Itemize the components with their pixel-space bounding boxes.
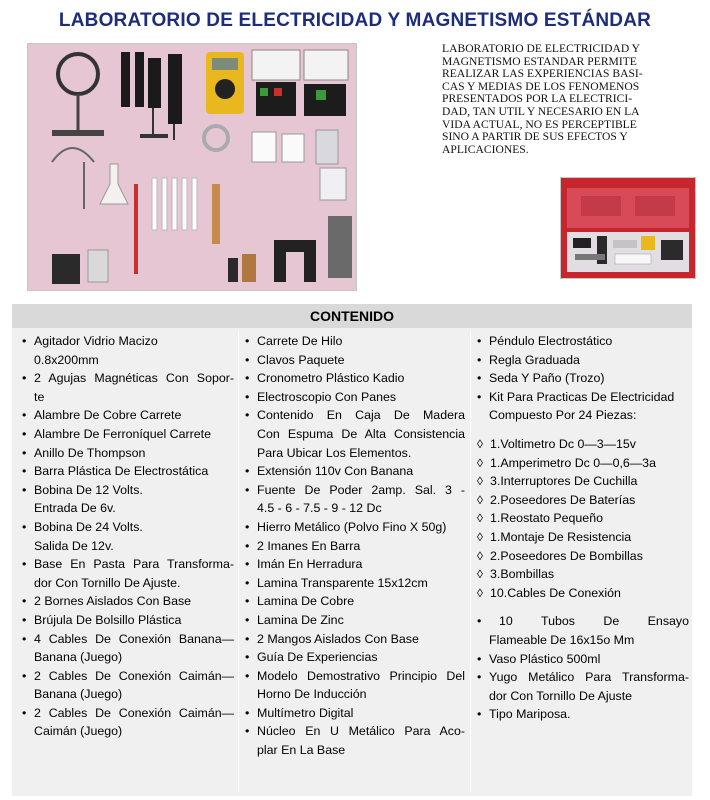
list-item: • 2 Agujas Magnéticas Con Sopor- te <box>20 369 234 406</box>
list-item: • Bobina De 24 Volts. Salida De 12v. <box>20 518 234 555</box>
kit-item: ◊ 1.Montaje De Resistencia <box>475 528 689 547</box>
lab-case-photo <box>560 177 696 279</box>
content-column-2 <box>243 332 465 760</box>
kit-item: ◊ 3.Interruptores De Cuchilla <box>475 472 689 491</box>
list-item: • Péndulo Electrostático <box>475 332 689 351</box>
list-item: • Lamina De Zinc <box>243 611 465 630</box>
content-column-3 <box>475 332 689 724</box>
list-item: • Fuente De Poder 2amp. Sal. 3 - 4.5 - 6 - 7.5 - 9 - 12 Dc <box>243 481 465 518</box>
list-item: • 2 Bornes Aislados Con Base <box>20 592 234 611</box>
lab-kit-photo <box>27 43 357 291</box>
list-item: • Base En Pasta Para Transforma- dor Con Tornillo De Ajuste. <box>20 555 234 592</box>
page-title: LABORATORIO DE ELECTRICIDAD Y MAGNETISMO ESTÁNDAR <box>58 10 652 31</box>
list-item: • Alambre De Ferroníquel Carrete <box>20 425 234 444</box>
list-item: • 2 Imanes En Barra <box>243 537 465 556</box>
list-item: • 10 Tubos De Ensayo Flameable De 16x15o Mm <box>475 612 689 649</box>
description-line: CAS Y MEDIAS DE LOS FENOMENOS <box>442 79 640 93</box>
list-item: • Electroscopio Con Panes <box>243 388 465 407</box>
list-item: • 2 Cables De Conexión Caimán— Caimán (Juego) <box>20 704 234 741</box>
list-item: • Lamina Transparente 15x12cm <box>243 574 465 593</box>
list-item: • Agitador Vidrio Macizo 0.8x200mm <box>20 332 234 369</box>
description-line: MAGNETISMO ESTANDAR PERMITE <box>442 54 637 68</box>
list-item: • Multímetro Digital <box>243 704 465 723</box>
kit-item: ◊ 1.Reostato Pequeño <box>475 509 689 528</box>
list-item: • Alambre De Cobre Carrete <box>20 406 234 425</box>
list-item: • Vaso Plástico 500ml <box>475 650 689 669</box>
list-item: • 2 Mangos Aislados Con Base <box>243 630 465 649</box>
description-line: DAD, TAN UTIL Y NECESARIO EN LA <box>442 104 640 118</box>
list-item: • Yugo Metálico Para Transforma- dor Con Tornillo De Ajuste <box>475 668 689 705</box>
kit-item: ◊ 1.Amperimetro Dc 0—0,6—3a <box>475 454 689 473</box>
kit-item: ◊ 1.Voltimetro Dc 0—3—15v <box>475 435 689 454</box>
content-column-1 <box>20 332 234 741</box>
list-item: • Tipo Mariposa. <box>475 705 689 724</box>
list-item: • Barra Plástica De Electrostática <box>20 462 234 481</box>
list-item: • Seda Y Paño (Trozo) <box>475 369 689 388</box>
list-item: • Núcleo En U Metálico Para Aco- plar En La Base <box>243 722 465 759</box>
description-line: REALIZAR LAS EXPERIENCIAS BASI- <box>442 67 643 81</box>
list-item: • 2 Cables De Conexión Caimán— Banana (Juego) <box>20 667 234 704</box>
description-line: PRESENTADOS POR LA ELECTRICI- <box>442 92 633 106</box>
kit-item: ◊ 2.Poseedores De Bombillas <box>475 547 689 566</box>
list-item: • Extensión 110v Con Banana <box>243 462 465 481</box>
list-item: • Bobina De 12 Volts. Entrada De 6v. <box>20 481 234 518</box>
description-line: SINO A PARTIR DE SUS EFECTOS Y <box>442 130 628 144</box>
description-line: LABORATORIO DE ELECTRICIDAD Y <box>442 42 641 55</box>
list-item: • Carrete De Hilo <box>243 332 465 351</box>
list-item: • Contenido En Caja De Madera Con Espuma De Alta Consistencia Para Ubicar Los Elementos. <box>243 406 465 462</box>
list-item: • Regla Graduada <box>475 351 689 370</box>
kit-item: ◊ 10.Cables De Conexión <box>475 584 689 603</box>
description <box>442 43 674 156</box>
list-item: • Kit Para Practicas De Electricidad Compuesto Por 24 Piezas: <box>475 388 689 425</box>
kit-item: ◊ 2.Poseedores De Baterías <box>475 491 689 510</box>
list-item: • Anillo De Thompson <box>20 444 234 463</box>
list-item: • Modelo Demostrativo Principio Del Horno De Inducción <box>243 667 465 704</box>
list-item: • Hierro Metálico (Polvo Fino X 50g) <box>243 518 465 537</box>
column-divider <box>470 332 471 792</box>
list-item: • Brújula De Bolsillo Plástica <box>20 611 234 630</box>
list-item: • Imán En Herradura <box>243 555 465 574</box>
list-item: • Guía De Experiencias <box>243 648 465 667</box>
column-divider <box>238 332 239 792</box>
description-line: APLICACIONES. <box>442 142 529 156</box>
list-item: • Lamina De Cobre <box>243 592 465 611</box>
list-item: • 4 Cables De Conexión Banana— Banana (Juego) <box>20 630 234 667</box>
list-item: • Cronometro Plástico Kadio <box>243 369 465 388</box>
content-header: CONTENIDO <box>12 304 692 328</box>
list-item: • Clavos Paquete <box>243 351 465 370</box>
kit-item: ◊ 3.Bombillas <box>475 565 689 584</box>
description-line: VIDA ACTUAL, NO ES PERCEPTIBLE <box>442 117 637 131</box>
